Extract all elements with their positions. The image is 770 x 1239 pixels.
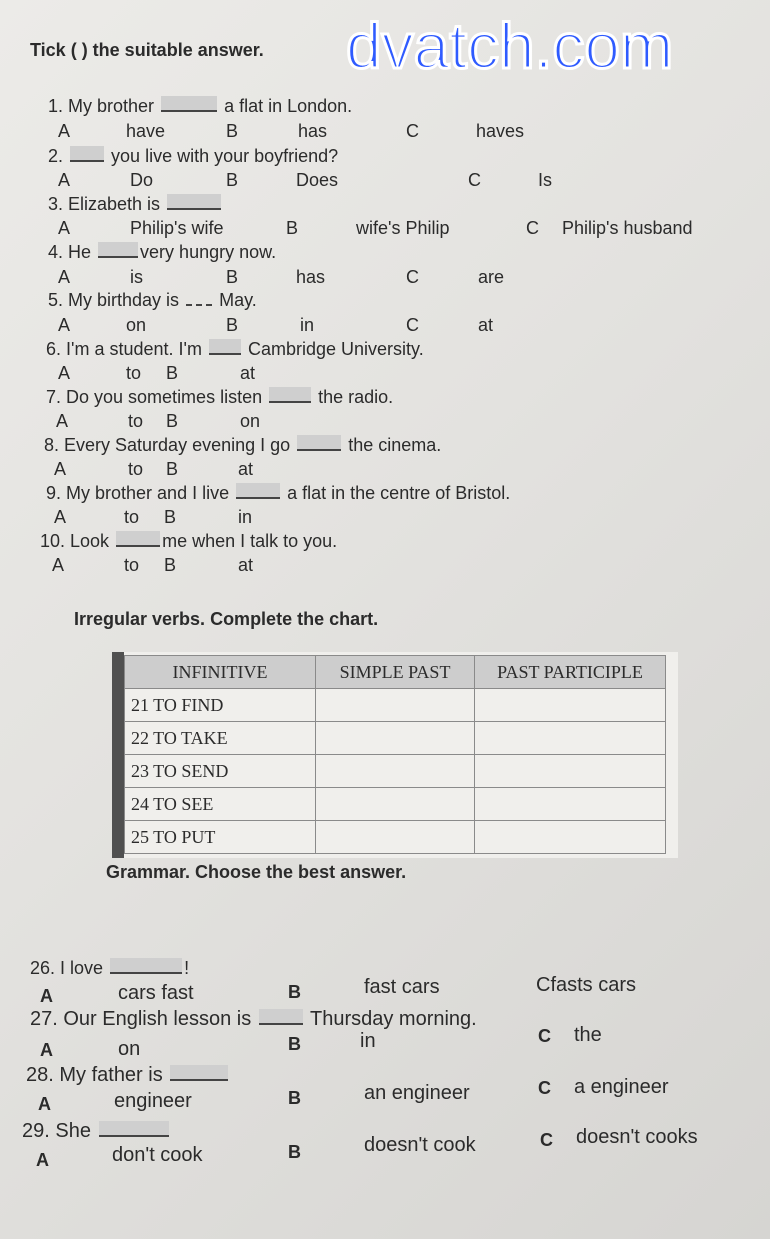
option-letter-a: A [58, 315, 71, 335]
answer-blank[interactable] [236, 483, 280, 499]
infinitive-cell: 25 TO PUT [125, 821, 316, 854]
option-letter-a: A [58, 267, 71, 287]
option-letter-b: B [226, 170, 239, 190]
question-text: 7. Do you sometimes listen [46, 387, 263, 407]
simple-past-cell[interactable] [316, 689, 475, 722]
column-header: SIMPLE PAST [316, 656, 475, 689]
option-letter-c: C [538, 1078, 551, 1098]
watermark-logo: dvatch.com [346, 10, 674, 82]
option-letter-c: C [540, 1130, 553, 1150]
option-text[interactable]: don't cook [112, 1144, 203, 1166]
question-text: 8. Every Saturday evening I go [44, 435, 291, 455]
question-text: 28. My father is [26, 1064, 163, 1086]
past-participle-cell[interactable] [475, 821, 666, 854]
option-text[interactable]: have [126, 121, 166, 141]
option-letter-a: A [54, 507, 67, 527]
question-text: 10. Look [40, 531, 110, 551]
option-text[interactable]: wife's Philip [356, 218, 450, 238]
question-26 [30, 958, 189, 979]
question-text: Cambridge University. [247, 339, 424, 359]
question-text: 1. My brother [48, 96, 155, 116]
answer-blank[interactable] [186, 290, 212, 306]
option-letter-c: C [538, 1026, 551, 1046]
question-2 [48, 146, 338, 167]
answer-blank[interactable] [269, 387, 311, 403]
question-text: you live with your boyfriend? [111, 146, 339, 166]
question-text: ! [184, 958, 190, 978]
option-letter-b: B [164, 555, 177, 575]
option-text[interactable]: at [238, 555, 254, 575]
question-6 [46, 339, 424, 360]
option-letter-b: B [288, 982, 301, 1002]
option-letter-b: B [166, 411, 179, 431]
option-letter-a: A [58, 363, 71, 383]
option-text[interactable]: fast cars [364, 976, 440, 998]
simple-past-cell[interactable] [316, 821, 475, 854]
answer-blank[interactable] [297, 435, 341, 451]
table-row [125, 689, 666, 722]
option-text[interactable]: on [240, 411, 261, 431]
option-text[interactable]: Is [538, 170, 553, 190]
option-text[interactable]: is [130, 267, 143, 287]
option-text[interactable]: Does [296, 170, 339, 190]
past-participle-cell[interactable] [475, 722, 666, 755]
option-text[interactable]: cars fast [118, 982, 194, 1004]
section-3-heading: Grammar. Choose the best answer. [106, 862, 407, 882]
option-letter-b: B [288, 1088, 301, 1108]
option-letter-c: C [526, 218, 539, 238]
question-text: 6. I'm a student. I'm [46, 339, 202, 359]
option-letter-b: B [286, 218, 299, 238]
table-row [125, 722, 666, 755]
question-text: 3. Elizabeth is [48, 194, 161, 214]
column-header: PAST PARTICIPLE [475, 656, 666, 689]
answer-blank[interactable] [110, 958, 182, 974]
question-text: Thursday morning. [310, 1008, 477, 1030]
option-text[interactable]: to [124, 555, 140, 575]
option-letter-b: B [288, 1142, 301, 1162]
option-text[interactable]: in [300, 315, 315, 335]
table-row [125, 755, 666, 788]
answer-blank[interactable] [259, 1009, 303, 1025]
option-text[interactable]: doesn't cook [364, 1134, 476, 1156]
question-text: the cinema. [348, 435, 442, 455]
option-text[interactable]: to [128, 411, 144, 431]
answer-blank[interactable] [209, 339, 241, 355]
option-letter-a: A [36, 1150, 49, 1170]
question-text: 27. Our English lesson is [30, 1008, 252, 1030]
option-text[interactable]: on [126, 315, 147, 335]
past-participle-cell[interactable] [475, 788, 666, 821]
table-header-row [125, 656, 666, 689]
simple-past-cell[interactable] [316, 755, 475, 788]
option-letter-c: C [406, 267, 419, 287]
answer-blank[interactable] [99, 1121, 169, 1137]
option-letter-c: C [406, 315, 419, 335]
infinitive-cell: 23 TO SEND [125, 755, 316, 788]
answer-blank[interactable] [98, 242, 138, 258]
question-text: a flat in London. [224, 96, 353, 116]
option-letter-a: A [58, 170, 71, 190]
option-text[interactable]: has [296, 267, 326, 287]
question-text: May. [219, 290, 257, 310]
irregular-verbs-table [124, 655, 666, 854]
question-3 [48, 194, 223, 215]
question-5 [48, 290, 257, 311]
option-text[interactable]: to [128, 459, 144, 479]
question-10 [40, 531, 337, 552]
past-participle-cell[interactable] [475, 689, 666, 722]
question-text: 26. I love [30, 958, 104, 978]
question-29 [22, 1120, 171, 1143]
option-letter-b: B [288, 1034, 301, 1054]
option-text[interactable]: engineer [114, 1090, 192, 1112]
question-text: 9. My brother and I live [46, 483, 230, 503]
question-28 [26, 1064, 230, 1087]
section-1-heading: Tick ( ) the suitable answer. [30, 40, 264, 60]
option-text[interactable]: has [298, 121, 328, 141]
option-text[interactable]: to [126, 363, 142, 383]
section-2-heading: Irregular verbs. Complete the chart. [74, 609, 379, 629]
option-letter-a: A [54, 459, 67, 479]
simple-past-cell[interactable] [316, 722, 475, 755]
option-letter-a: A [58, 218, 71, 238]
option-text[interactable]: Philip's husband [562, 218, 693, 238]
option-letter-b: B [226, 315, 239, 335]
option-text[interactable]: in [360, 1030, 376, 1052]
infinitive-cell: 24 TO SEE [125, 788, 316, 821]
question-text: 2. [48, 146, 64, 166]
question-1 [48, 96, 352, 117]
question-text: 4. He [48, 242, 92, 262]
option-text[interactable]: in [238, 507, 253, 527]
option-text[interactable]: Do [130, 170, 154, 190]
option-letter-b: B [226, 267, 239, 287]
option-text[interactable]: an engineer [364, 1082, 470, 1104]
answer-blank[interactable] [161, 96, 217, 112]
question-9 [46, 483, 510, 504]
option-text[interactable]: haves [476, 121, 525, 141]
answer-blank[interactable] [170, 1065, 228, 1081]
option-text[interactable]: at [478, 315, 494, 335]
option-letter-c: C [406, 121, 419, 141]
option-letter-a: A [40, 1040, 53, 1060]
option-letter-a: A [58, 121, 71, 141]
infinitive-cell: 22 TO TAKE [125, 722, 316, 755]
question-text: me when I talk to you. [162, 531, 338, 551]
question-text: a flat in the centre of Bristol. [287, 483, 511, 503]
infinitive-cell: 21 TO FIND [125, 689, 316, 722]
option-letter-b: B [164, 507, 177, 527]
option-text[interactable]: to [124, 507, 140, 527]
question-7 [46, 387, 393, 408]
option-text[interactable]: the [574, 1024, 602, 1046]
option-text[interactable]: at [238, 459, 254, 479]
option-letter-b: B [226, 121, 239, 141]
answer-blank[interactable] [70, 146, 104, 162]
option-letter-b: B [166, 459, 179, 479]
column-header: INFINITIVE [125, 656, 316, 689]
table-row [125, 821, 666, 854]
simple-past-cell[interactable] [316, 788, 475, 821]
answer-blank[interactable] [167, 194, 221, 210]
question-text: 5. My birthday is [48, 290, 180, 310]
question-8 [44, 435, 441, 456]
option-letter-b: B [166, 363, 179, 383]
question-text: very hungry now. [140, 242, 277, 262]
option-text[interactable]: Philip's wife [130, 218, 224, 238]
question-27 [30, 1008, 477, 1031]
option-text[interactable]: on [118, 1038, 141, 1060]
question-4 [48, 242, 276, 263]
answer-blank[interactable] [116, 531, 160, 547]
option-letter-a: A [52, 555, 65, 575]
option-text[interactable]: are [478, 267, 505, 287]
option-text[interactable]: Cfasts cars [536, 974, 637, 996]
past-participle-cell[interactable] [475, 755, 666, 788]
option-text[interactable]: doesn't cooks [576, 1126, 698, 1148]
option-text[interactable]: a engineer [574, 1076, 669, 1098]
table-row [125, 788, 666, 821]
option-letter-a: A [56, 411, 69, 431]
option-letter-c: C [468, 170, 481, 190]
question-text: 29. She [22, 1120, 91, 1142]
question-text: the radio. [318, 387, 394, 407]
option-text[interactable]: at [240, 363, 256, 383]
option-letter-a: A [40, 986, 53, 1006]
option-letter-a: A [38, 1094, 51, 1114]
